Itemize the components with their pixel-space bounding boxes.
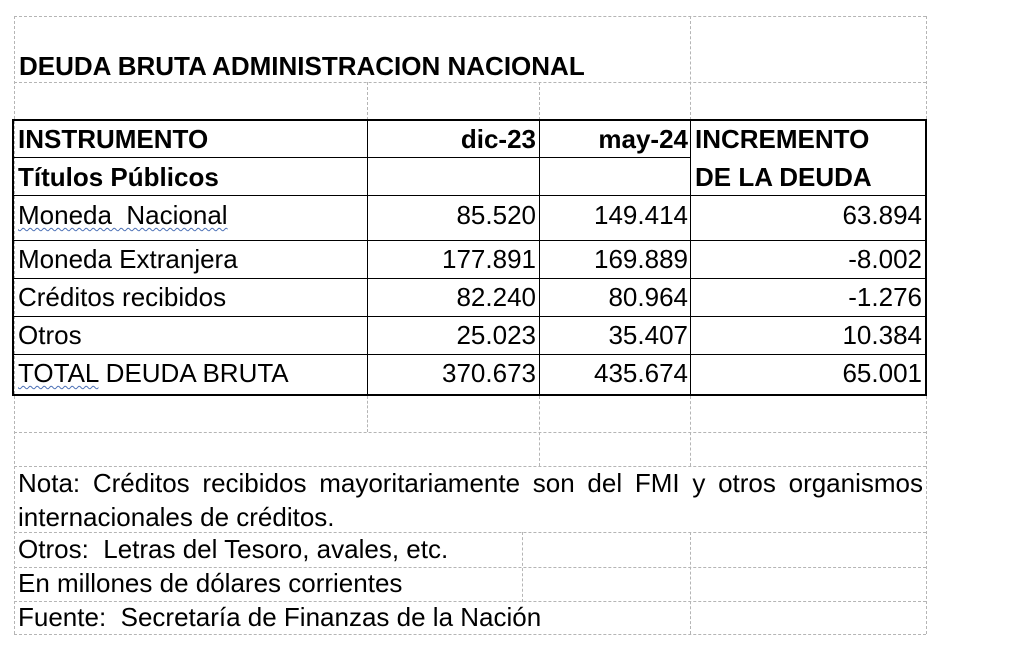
row-value-incremento: 10.384: [842, 320, 922, 350]
header-incremento-line2: DE LA DEUDA: [695, 162, 872, 192]
note-creditos: Nota: Créditos recibidos mayoritariamente son del FMI y otros organismos internacionales de créditos.: [18, 468, 923, 532]
subheader-titulos-publicos: Títulos Públicos: [18, 162, 219, 192]
header-incremento-line1: INCREMENTO: [695, 124, 870, 154]
header-instrumento: INSTRUMENTO: [18, 124, 209, 154]
row-label-moneda-extranjera: Moneda Extranjera: [18, 244, 238, 274]
row-value-dic23: 25.023: [456, 320, 536, 350]
row-value-incremento: 63.894: [842, 200, 922, 230]
note-otros: Otros: Letras del Tesoro, avales, etc.: [18, 534, 449, 564]
row-label-total-deuda-bruta: [18, 358, 289, 388]
row-value-dic23: 177.891: [442, 244, 536, 274]
note-unidades: En millones de dólares corrientes: [18, 568, 403, 598]
total-label-word: TOTAL: [18, 358, 99, 388]
row-value-may24: 435.674: [594, 358, 688, 388]
row-value-may24: 80.964: [608, 282, 688, 312]
row-value-dic23: 85.520: [456, 200, 536, 230]
row-label-otros: Otros: [18, 320, 82, 350]
row-label-creditos-recibidos: Créditos recibidos: [18, 282, 227, 312]
header-dic-23: dic-23: [460, 124, 536, 154]
page-title: DEUDA BRUTA ADMINISTRACION NACIONAL: [19, 51, 585, 81]
row-label-moneda-nacional: Moneda Nacional: [18, 200, 228, 230]
row-value-incremento: -8.002: [848, 244, 922, 274]
row-value-incremento: 65.001: [842, 358, 922, 388]
row-value-may24: 149.414: [594, 200, 688, 230]
row-value-may24: 35.407: [608, 320, 688, 350]
row-value-incremento: -1.276: [848, 282, 922, 312]
row-value-dic23: 82.240: [456, 282, 536, 312]
total-label-rest: DEUDA BRUTA: [98, 358, 289, 388]
note-fuente: Fuente: Secretaría de Finanzas de la Nación: [18, 602, 542, 632]
header-may-24: may-24: [598, 124, 688, 154]
row-value-dic23: 370.673: [442, 358, 536, 388]
row-value-may24: 169.889: [594, 244, 688, 274]
